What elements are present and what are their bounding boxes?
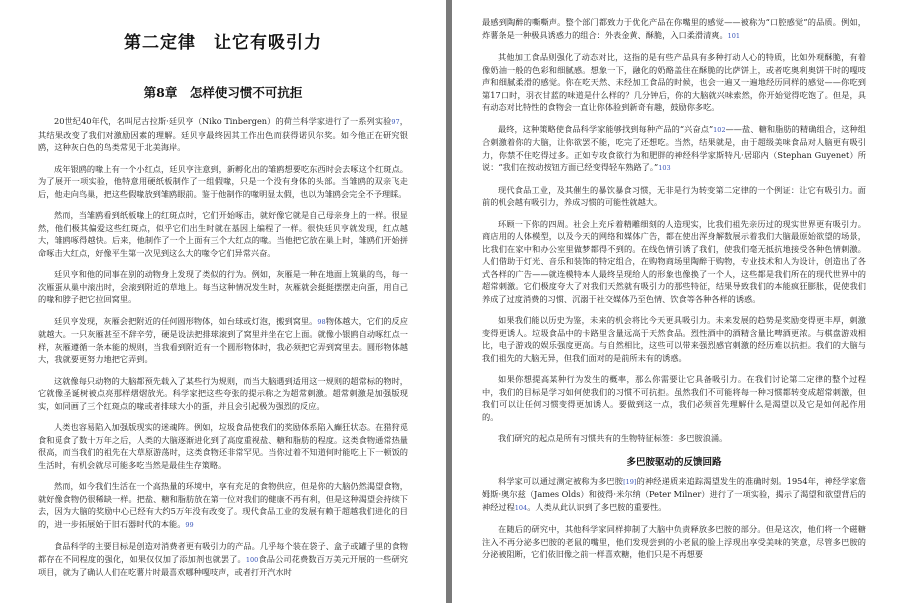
body-paragraph (38, 480, 408, 531)
body-paragraph (482, 432, 866, 445)
paragraph-text: 20世纪40年代，名叫尼古拉斯·廷贝亨（Niko Tinbergen）的荷兰科学家进行了一系列实验 (54, 116, 392, 126)
paragraph-text: 这就像每只动物的大脑都预先载入了某些行为规则，而当大脑遇到适用这一规则的超常标的物时，它就像圣诞树被点亮那样熠熠放光。科学家把这些夸张的提示称之为超常刺激。超常刺激是加强版现实，如同画了三个红斑点的喙或者排球大小的蛋，并且会引起极为强烈的反应。 (38, 375, 408, 411)
left-page (0, 0, 446, 603)
body-paragraph (482, 51, 866, 114)
body-paragraph (38, 421, 408, 471)
body-paragraph (482, 184, 866, 209)
right-section-body (482, 475, 866, 561)
body-paragraph (482, 218, 866, 306)
body-paragraph (38, 268, 408, 306)
footnote-ref: 103 (658, 164, 671, 172)
paragraph-text: 。人类从此认识到了多巴胺的重要性。 (527, 501, 667, 512)
footnote-ref: 102 (713, 125, 726, 134)
body-paragraph (482, 523, 866, 561)
paragraph-text: ，其结果改变了我们对激励因素的理解。廷贝亨最终因其工作出色而获得诺贝尔奖。如今他正在研究银鸥，这种灰白色的鸟类常见于北美海岸。 (38, 116, 408, 152)
paragraph-text: 成年银鸥的喙上有一个小红点，廷贝亨注意到，新孵化出的雏鸥想要吃东西时会去啄这个红斑点。为了展开一项实验，他特意用硬纸板制作了一组假喙，只是一个没有身体的头部。当雏鸥的双亲飞走后，他走向鸟巢，把这些假喙放到雏鸥眼前。鉴于他制作的喙明显太假，也以为雏鸥会完全不予理睬。 (38, 163, 408, 199)
paragraph-text: 然而，当雏鸥看到纸板喙上的红斑点时，它们开始啄击，就好像它就是自己母亲身上的一样。很显然，他们极其偏爱这些红斑点，似乎它们出生时就在基因上编程了一样。很快廷贝亨就发现，红点越大，雏鸥啄得越快。后来，他制作了一个上面有三个大红点的喙。当他把它放在巢上时，雏鸥们开始拼命啄击大红点，好像平生第一次见到这么大的喙令它们异常兴奋。 (38, 210, 408, 258)
paragraph-text: 然而，如今我们生活在一个高热量的环境中，享有充足的食物供应，但是你的大脑仍然渴望食物，就好像食物仍很稀缺一样。把盐、糖和脂肪放在第一位对我们的健康不再有利，但是这种渴望会持续下去，因为大脑的奖励中心已经有大约5万年没有改变了。现代食品工业的发展有赖于超越我们进化的目的，进一步拓展始于旧石器时代的本能。 (38, 481, 408, 529)
paragraph-text: 在随后的研究中，其他科学家同样抑制了大脑中负责释放多巴胺的部分。但是这次，他们将一个磁糖注入不再分泌多巴胺的老鼠的嘴里，他们发现尝到的小老鼠的脸上浮现出享受美味的笑意，尽管多巴胺的分泌被阻断，它们依旧像之前一样喜欢糖，他们只是不再想要 (482, 524, 866, 559)
body-paragraph (38, 115, 408, 154)
paragraph-text: 最感到陶醉的嘶嘶声。整个部门都致力于优化产品在你嘴里的感觉——被称为“口腔感觉”的品质。例如，炸薯条是一种极具诱惑力的组合：外表金黄、酥脆，入口柔滑清爽。 (482, 17, 866, 40)
paragraph-text: 我们研究的起点是所有习惯共有的生物特征标签：多巴胺浪涌。 (498, 433, 728, 443)
footnote-ref: 101 (727, 31, 741, 40)
footnote-ref: 97 (391, 118, 400, 126)
footnote-ref: 104 (514, 503, 528, 512)
paragraph-text: 其他加工食品则强化了动态对比，这指的是有些产品具有多种打动人心的特质，比如外观酥脆，有着像奶油一般的色彩和细腻感。想象一下，融化的奶酪盖住在酥脆的比萨饼上，或者吃奥利奥饼干时的嘎吱声和细腻柔滑的感觉。你在吃天然、未经加工食品的时候，也会一遍又一遍地经历同样的感觉——你吃到第17口时，羽衣甘蓝的味道是什么样的？几分钟后，你的大脑就兴味索然，你开始觉得吃饱了。但是，具有动态对比特性的食物会一直让你体验到新奇有趣，鼓励你多吃。 (482, 52, 866, 112)
paragraph-text: 食品科学的主要目标是创造对消费者更有吸引力的产品。几乎每个装在袋子、盒子或罐子里的食物都存在不同程度的强化，如果仅仅加了添加剂也就罢了。 (38, 541, 408, 564)
body-paragraph (38, 315, 408, 366)
paragraph-text: 廷贝亨发现，灰雁会把附近的任何圆形物体，如台球或灯泡，搬到窝里。 (54, 315, 318, 326)
chapter-title: 第8章 怎样使习惯不可抗拒 (143, 85, 303, 100)
paragraph-text: 科学家可以通过测定被称为多巴胺 (498, 475, 624, 486)
footnote-ref: 99 (185, 520, 194, 529)
paragraph-text: 环顾一下你的四周。社会上充斥着精雕细刻的人造现实，比我们祖先亲历过的现实世界更有吸引力。商店用的人体模型，以及今天的网络和媒体广告，都在使出浑身解数展示着我们大脑最原始欲望的场景，比我们在家中和办公室里做梦都得不到的。在线色情引诱了我们，使我们毫无抵抗地接受各种色情刺激。人们借助于灯光、音乐和装饰的特定组合，在购物商场里陶醉于购物，专业技术和人为设计，创造出了各式各样的广告——就连模特本人最终呈现给人的形象也像换了一个人，这些都是我们所在的现代世界中的超常刺激。它们极度夸大了对我们天然就有吸引力的那些特征，结果导致我们的本能疯狂膨胀，促使我们养成了过度消费的习惯、沉溺于社交媒体乃至色情、饮食等各种各样的诱惑。 (482, 218, 866, 304)
body-paragraph (38, 375, 408, 413)
paragraph-text: 人类也容易陷入加强版现实的迷魂阵。例如，垃圾食品使我们的奖励体系陷入癫狂状态。在猎狩觅食和觅食了数十万年之后，人类的大脑逐渐进化到了高度重视盐、糖和脂肪的程度。这类食物通常热量很高，而当我们的祖先在大草原游荡时，这类食物还非常罕见。当你过着不知道何时能吃上下一顿饭的生活时，有机会就尽可能多吃当然是最佳生存策略。 (38, 422, 408, 470)
body-paragraph (482, 314, 866, 364)
paragraph-text: 物体越大，它们的反应就越大。一只灰雁甚至不辞辛劳，硬是设法把排球滚到了窝里并坐在它上面。就像小银鸥自动啄红点一样，灰雁遵循一条本能的规则，当我看到附近有一个圆形物体时，我必须把它弄到窝里去。圆形物体越大，我就要更努力地把它弄到。 (38, 315, 408, 364)
part-title: 第二定律 让它有吸引力 (124, 33, 322, 53)
paragraph-text: ——盐、糖和脂肪的精确组合，这种组合刺激着你的大脑，让你欲罢不能，吃完了还想吃。当然，结果就是，由于超级美味食品对人脑更有吸引力，你禁不住吃得过多。正如专攻食欲行为和肥胖的神经科学家斯特凡·居耶内（Stephan Guyenet）所说：“我们在按动按钮方面已经变得轻车熟路了。” (482, 123, 866, 172)
body-paragraph (482, 475, 866, 515)
section-title: 多巴胺驱动的反馈回路 (626, 456, 722, 468)
left-body (38, 115, 408, 579)
footnote-ref: 98 (317, 317, 326, 326)
paragraph-text: 最终，这种策略使食品科学家能够找到每种产品的“兴奋点” (498, 123, 714, 134)
right-body (482, 16, 866, 445)
paragraph-text: 食品公司花费数百万美元开展的一些研究项目，就为了确认人们在吃薯片时最喜欢哪种嘎吱声，或者打开汽水时 (38, 553, 408, 577)
paragraph-text: 如果你想提高某种行为发生的概率，那么你需要让它具备吸引力。在我们讨论第二定律的整个过程中，我们的目标是学习如何使我们的习惯不可抗拒。虽然我们不可能将每一种习惯都转变成超常刺激，但我们可以让任何习惯变得更加诱人。要做到这一点，我们必须首先理解什么是渴望以及它是如何起作用的。 (482, 374, 866, 422)
paragraph-text: 现代食品工业，及其催生的暴饮暴食习惯，无非是行为转变第二定律的一个例证：让它有吸引力。面前的机会越有吸引力，养成习惯的可能性就越大。 (482, 184, 866, 207)
paragraph-text: 的神经递质来追踪渴望发生的准确时刻。1954年，神经学家詹姆斯·奥尔兹（James Olds）和彼得·米尔纳（Peter Milner）进行了一项实验，揭示了渴望和欲望背后的神经过程 (482, 475, 866, 512)
body-paragraph (38, 540, 408, 579)
paragraph-text: 廷贝亨和他的同事在别的动物身上发现了类似的行为。例如，灰雁是一种在地面上筑巢的鸟，每一次雁蛋从巢中滚出时，会滚到附近的草地上。每当这种情况发生时，灰雁就会挺挺摆摆走向蛋，用自己的喙和脖子把它拉回窝里。 (38, 269, 408, 304)
body-paragraph (38, 163, 408, 201)
right-page (452, 0, 898, 603)
body-paragraph (482, 16, 866, 42)
footnote-ref: 100 (245, 555, 259, 564)
paragraph-text: 如果我们能以历史为鉴，未来的机会将比今天更具吸引力。未来发展的趋势是奖励变得更丰厚，刺激变得更诱人。垃圾食品中的卡路里含量远高于天然食品。烈性酒中的酒精含量比啤酒更浓。与棋盘游戏相比，电子游戏的娱乐强度更高。与自然相比，这些可以带来强烈感官刺激的经历难以抗拒。我们的大脑与我们祖先的大脑无异，但我们面对的是前所未有的诱惑。 (482, 315, 866, 363)
body-paragraph (482, 373, 866, 423)
footnote-ref: [19] (623, 477, 637, 486)
body-paragraph (38, 209, 408, 259)
body-paragraph (482, 123, 866, 175)
